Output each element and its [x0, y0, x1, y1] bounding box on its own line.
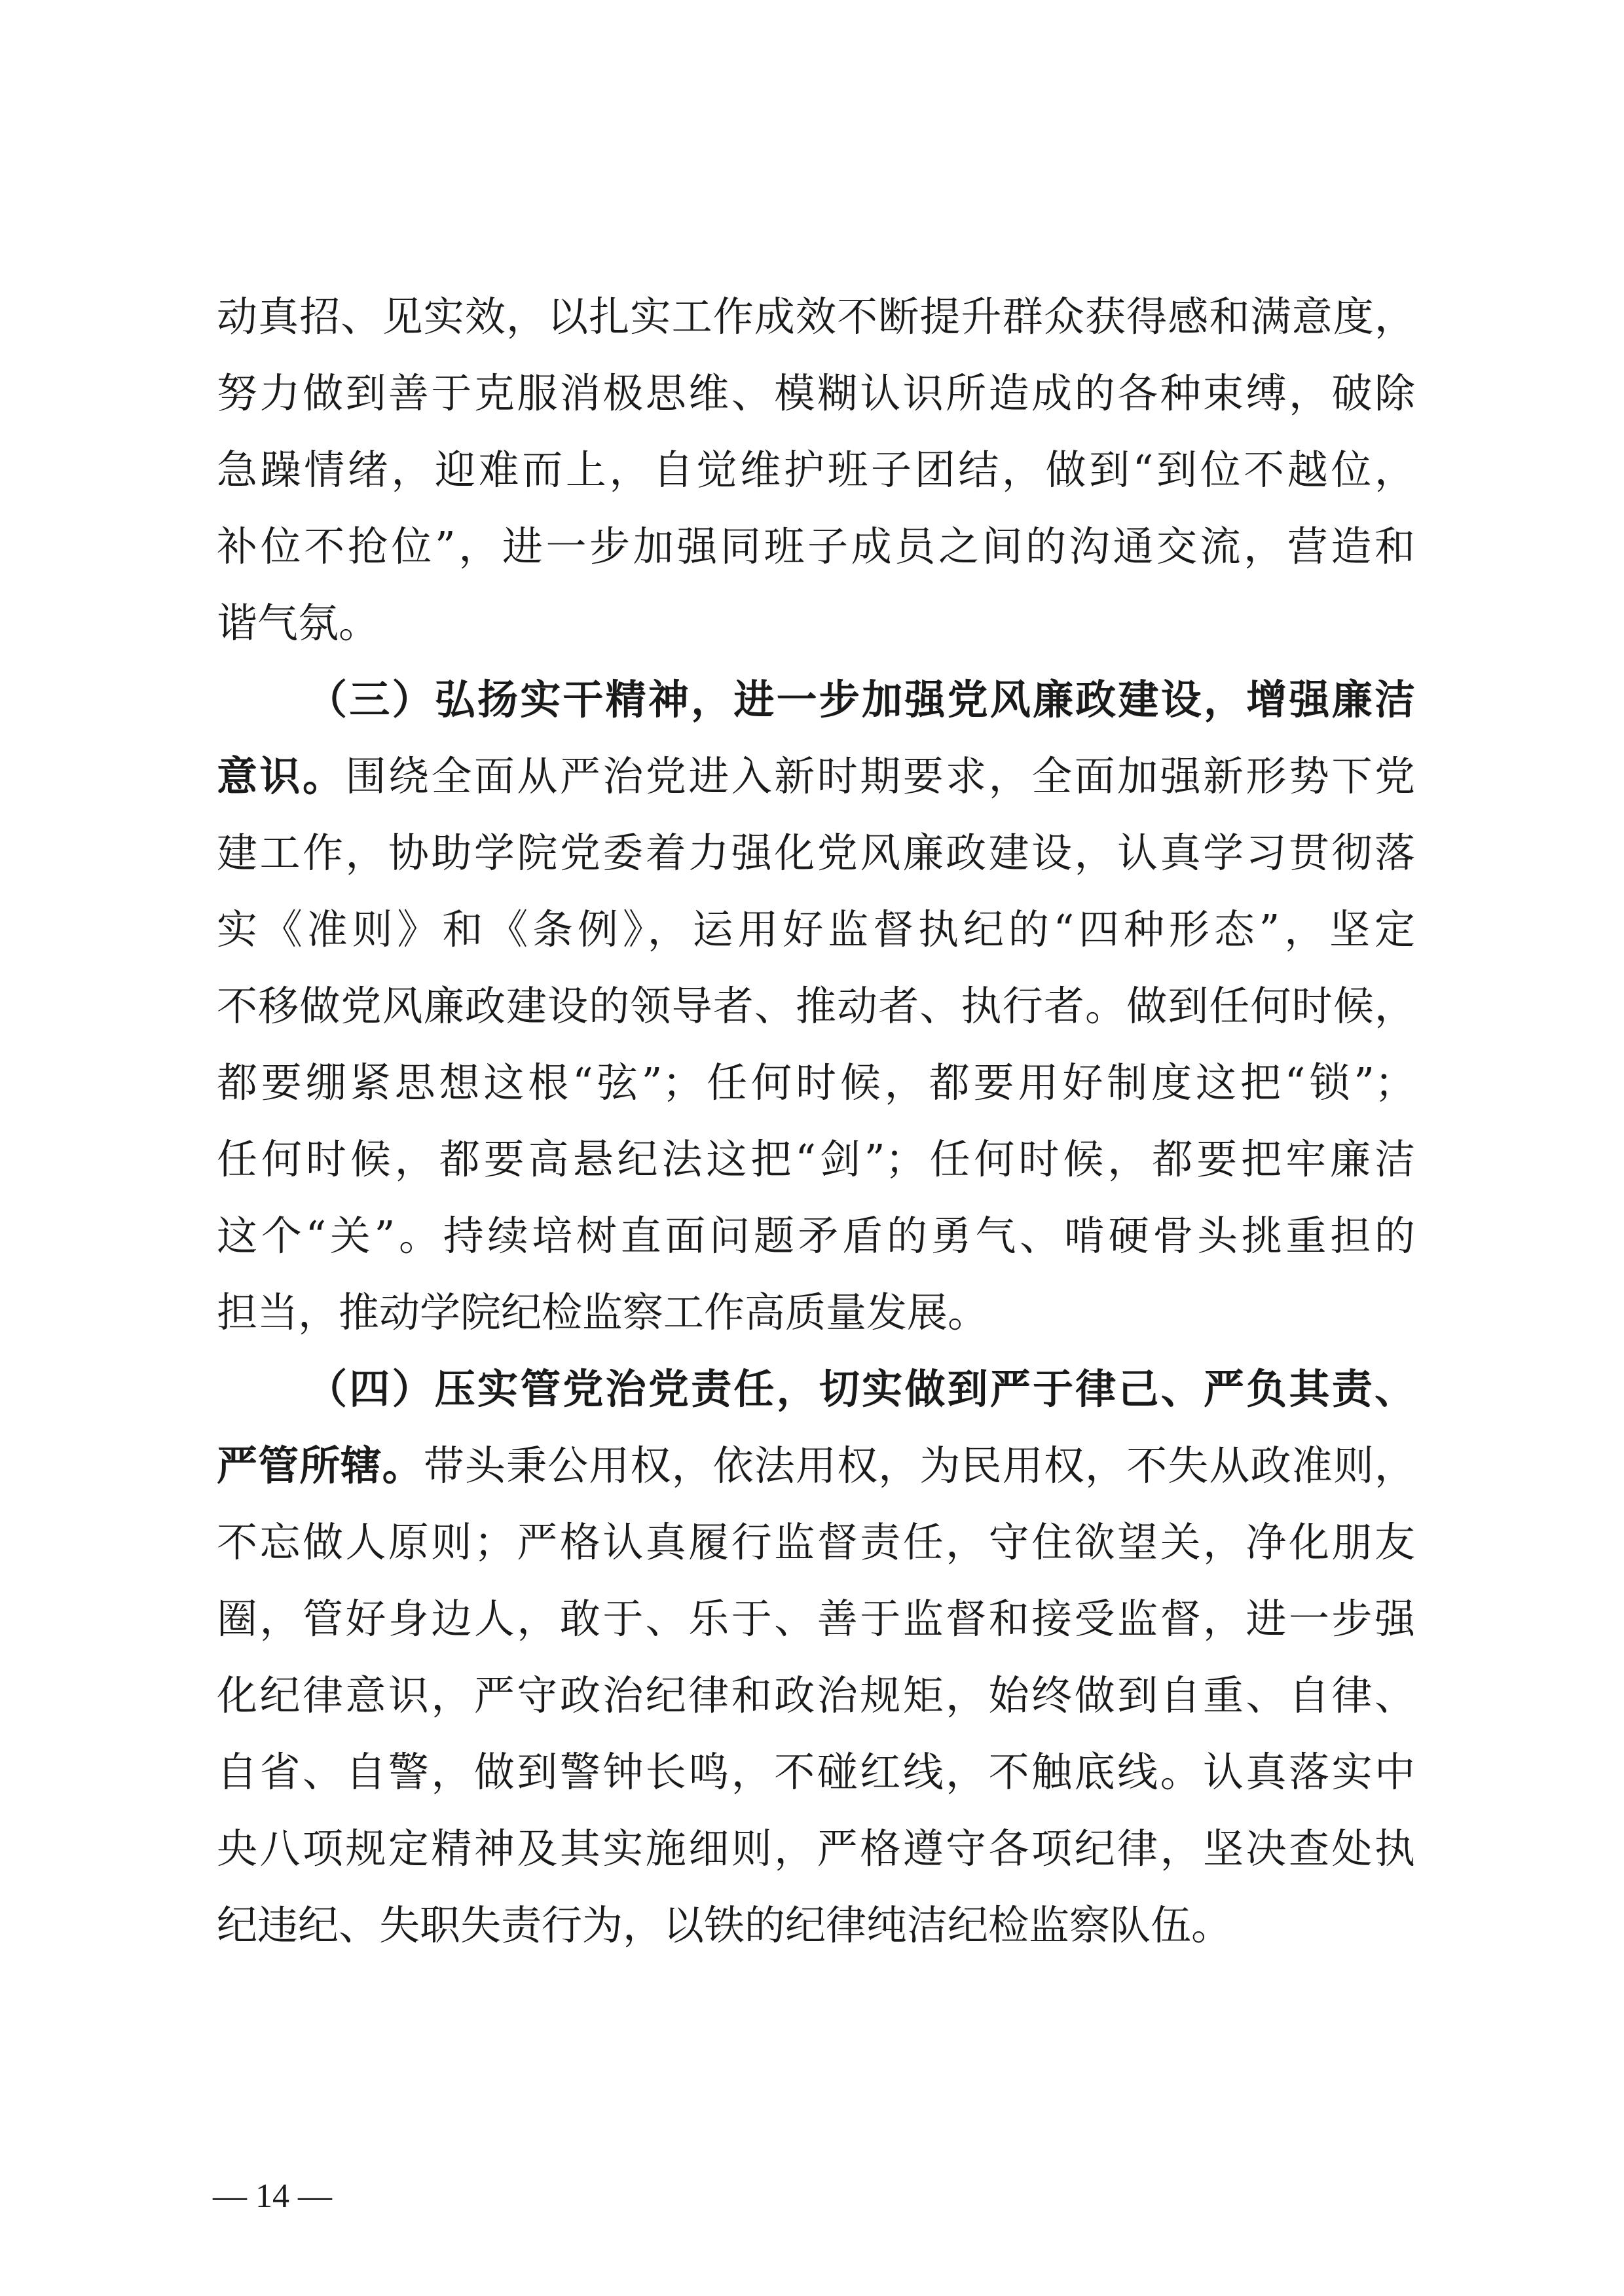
- text-line: 圈，管好身边人，敢于、乐于、善于监督和接受监督，进一步强: [217, 1595, 1415, 1643]
- text-span: 带头秉公用权，依法用权，为民用权，不失从政准则，: [423, 1442, 1415, 1489]
- text-line: 不忘做人原则；严格认真履行监督责任，守住欲望关，净化朋友: [217, 1518, 1415, 1566]
- document-body: [217, 278, 1415, 1963]
- text-line: [217, 1427, 1415, 1504]
- text-line: 动真招、见实效，以扎实工作成效不断提升群众获得感和满意度，: [217, 293, 1415, 340]
- text-line: 纪违纪、失职失责行为，以铁的纪律纯洁纪检监察队伍。: [217, 1901, 1232, 1949]
- text-line: 努力做到善于克服消极思维、模糊认识所造成的各种束缚，破除: [217, 369, 1415, 417]
- text-line: 这个“关”。持续培树直面问题矛盾的勇气、啃硬骨头挑重担的: [217, 1212, 1415, 1260]
- text-line: 都要绷紧思想这根“弦”；任何时候，都要用好制度这把“锁”；: [217, 1059, 1415, 1106]
- section-heading-end: 严管所辖。: [217, 1442, 424, 1489]
- text-line: 央八项规定精神及其实施细则，严格遵守各项纪律，坚决查处执: [217, 1825, 1415, 1872]
- text-line: 不移做党风廉政建设的领导者、推动者、执行者。做到任何时候，: [217, 982, 1415, 1030]
- text-span: 围绕全面从严治党进入新时期要求，全面加强新形势下党: [345, 752, 1415, 800]
- section-heading: （四）压实管党治党责任，切实做到严于律己、严负其责、: [306, 1365, 1415, 1413]
- paragraph-continuation: [217, 278, 1415, 661]
- text-line: 任何时候，都要高悬纪法这把“剑”；任何时候，都要把牢廉洁: [217, 1135, 1415, 1183]
- text-line: [217, 738, 1415, 814]
- text-line: 担当，推动学院纪检监察工作高质量发展。: [217, 1288, 989, 1336]
- section-four: [217, 1351, 1415, 1963]
- text-line: 自省、自警，做到警钟长鸣，不碰红线，不触底线。认真落实中: [217, 1748, 1415, 1796]
- text-line: 化纪律意识，严守政治纪律和政治规矩，始终做到自重、自律、: [217, 1671, 1415, 1719]
- text-line: 建工作，协助学院党委着力强化党风廉政建设，认真学习贯彻落: [217, 829, 1415, 877]
- text-line: 实《准则》和《条例》，运用好监督执纪的“四种形态”，坚定: [217, 905, 1415, 953]
- text-line: 急躁情绪，迎难而上，自觉维护班子团结，做到“到位不越位，: [217, 446, 1415, 494]
- page-number: — 14 —: [213, 2178, 332, 2215]
- section-heading-end: 意识。: [217, 752, 346, 800]
- section-heading: （三）弘扬实干精神，进一步加强党风廉政建设，增强廉洁: [306, 676, 1415, 723]
- text-line: 谐气氛。: [217, 599, 380, 647]
- section-three: [217, 661, 1415, 1351]
- text-line: 补位不抢位”，进一步加强同班子成员之间的沟通交流，营造和: [217, 522, 1415, 570]
